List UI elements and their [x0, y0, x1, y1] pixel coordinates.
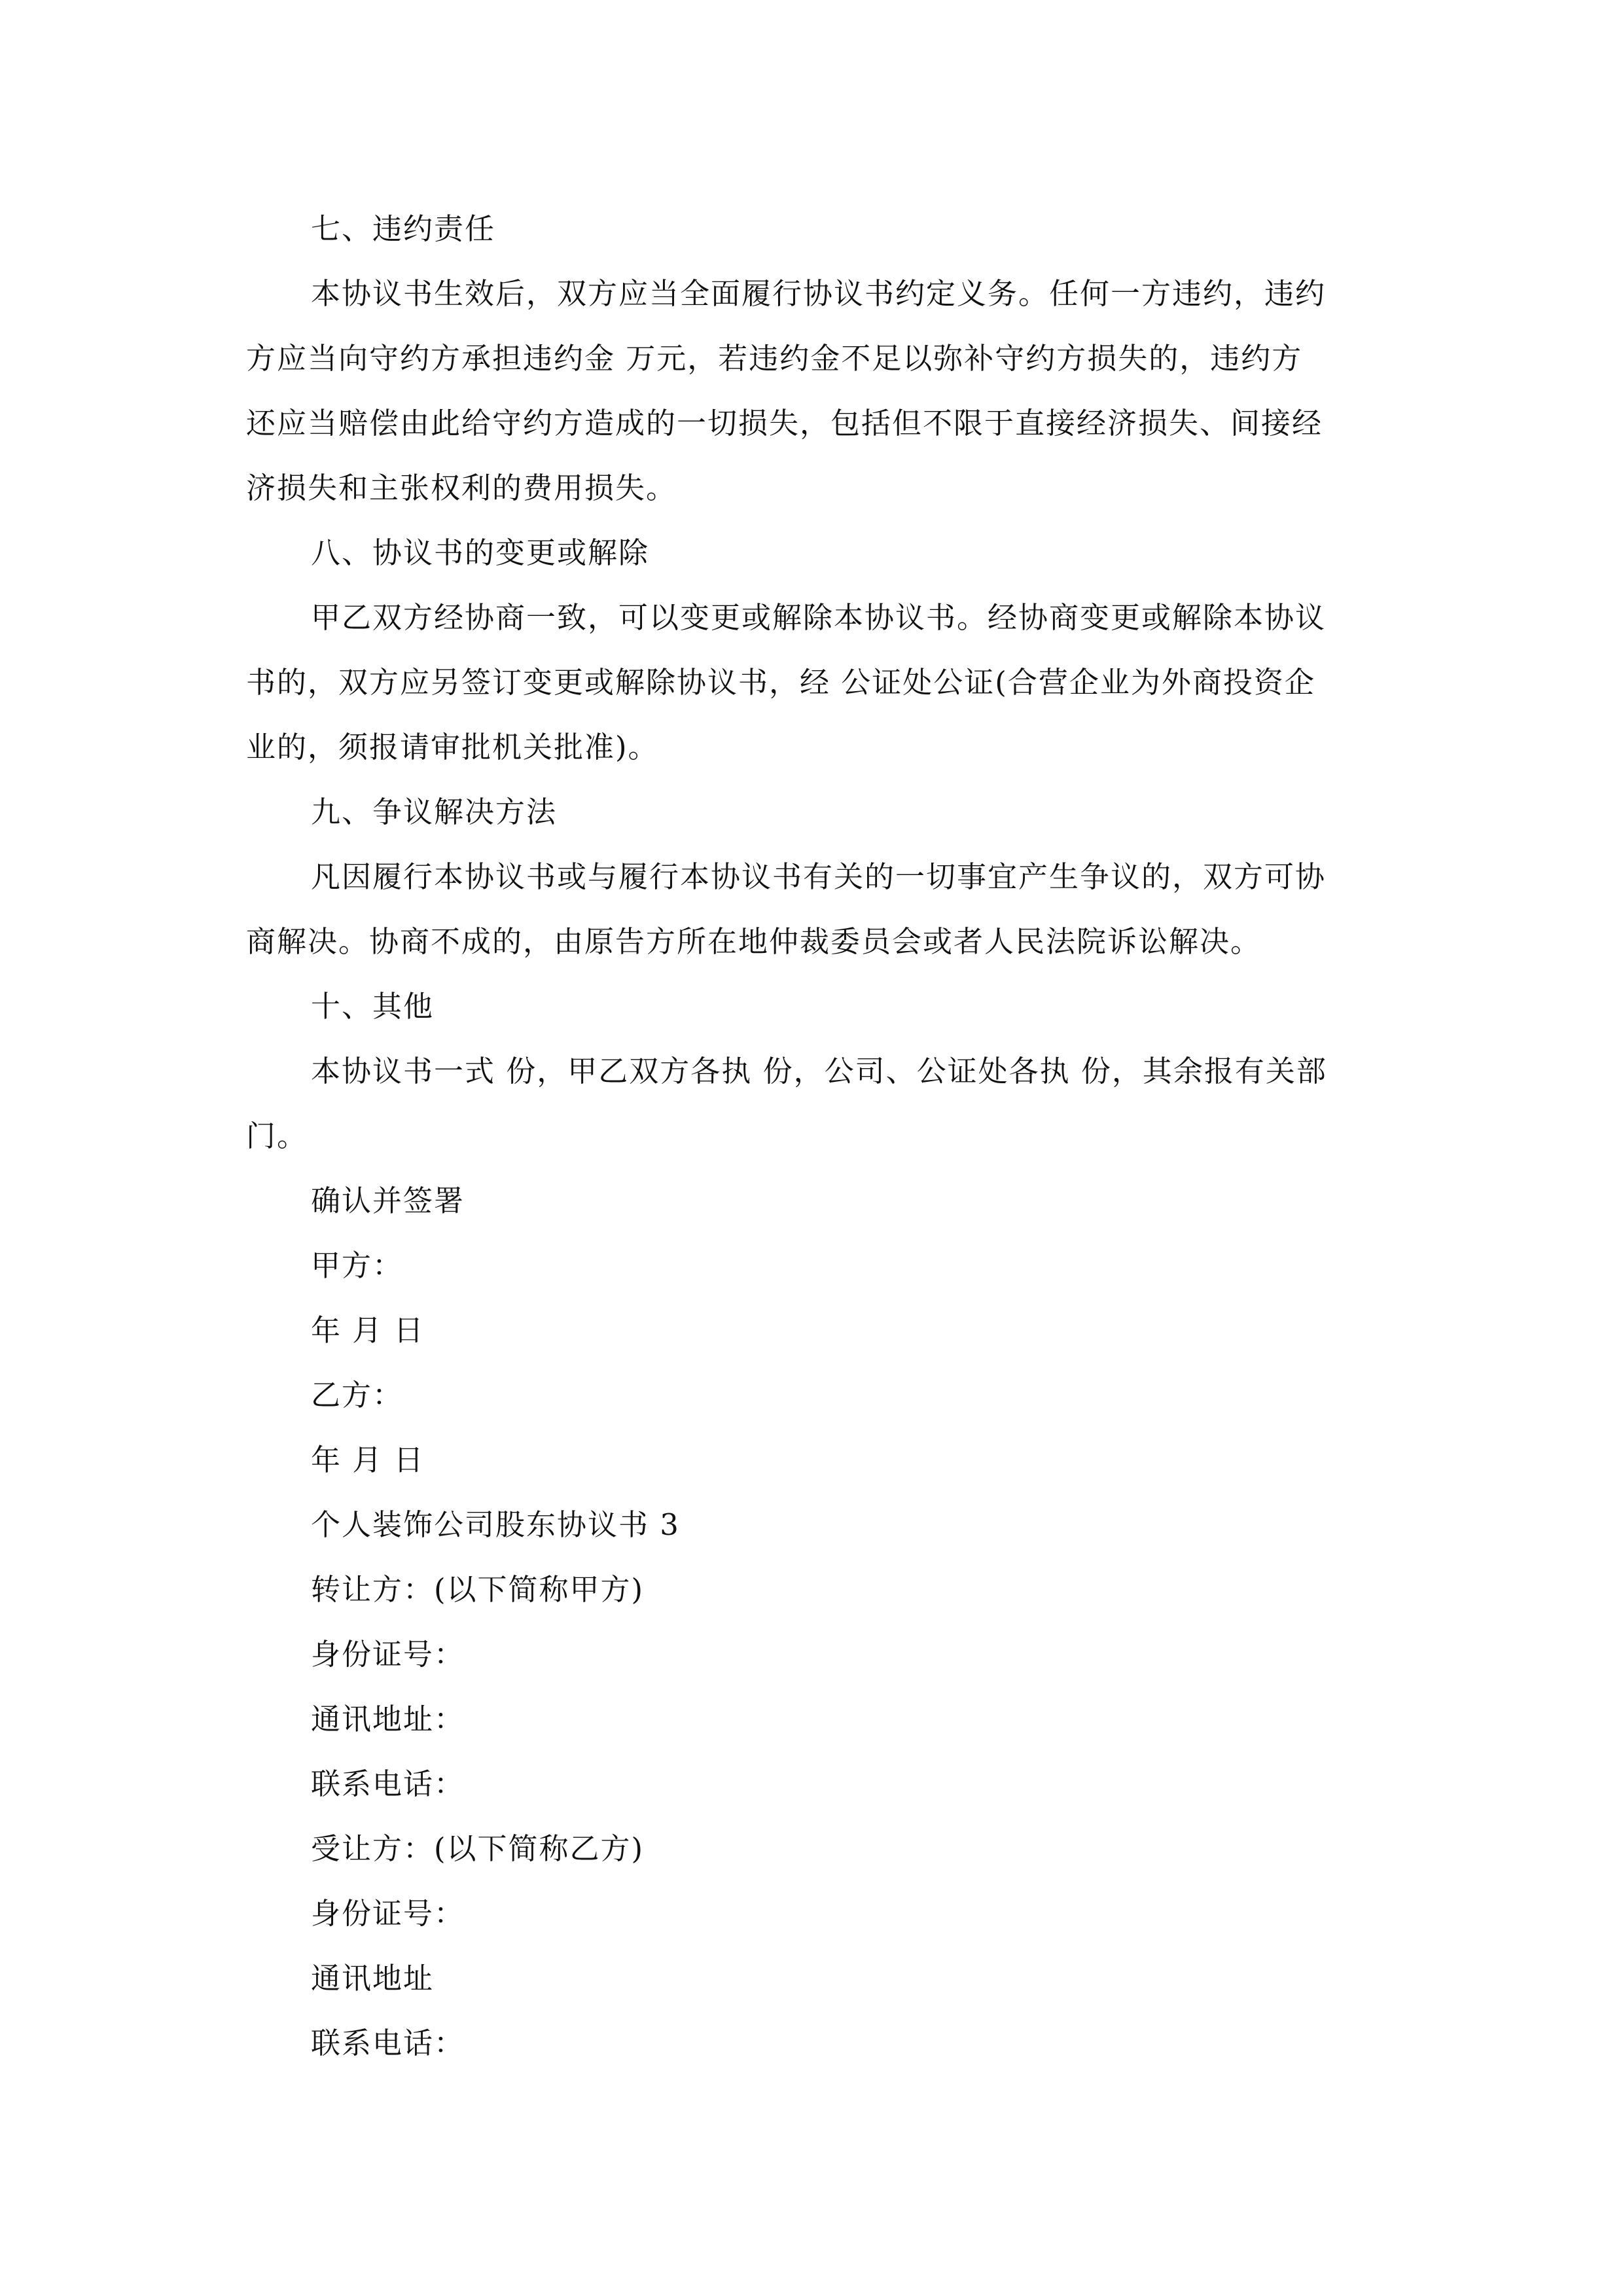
section-heading: 九、争议解决方法	[311, 795, 558, 829]
paragraph-line: 商解决。协商不成的，由原告方所在地仲裁委员会或者人民法院诉讼解决。	[246, 924, 1262, 959]
section-10-heading	[311, 974, 1389, 1039]
paragraph-line: 凡因履行本协议书或与履行本协议书有关的一切事宜产生争议的，双方可协	[311, 859, 1327, 894]
party-a-label: 甲方：	[311, 1248, 404, 1283]
next-agreement-section	[311, 1492, 1389, 2075]
paragraph-line: 济损失和主张权利的费用损失。	[246, 471, 677, 505]
transferor-label: 转让方：(以下简称甲方)	[311, 1572, 645, 1607]
paragraph-line: 业的，须报请审批机关批准)。	[246, 730, 659, 764]
transferor-id-label: 身份证号：	[311, 1637, 465, 1672]
section-7-body	[246, 261, 1389, 520]
agreement-title: 个人装饰公司股东协议书 3	[311, 1507, 680, 1542]
transferor-phone-label: 联系电话：	[311, 1767, 465, 1801]
transferee-label: 受让方：(以下简称乙方)	[311, 1831, 645, 1866]
section-9-heading	[311, 780, 1389, 844]
section-heading: 十、其他	[311, 989, 435, 1024]
transferee-id-label: 身份证号：	[311, 1896, 465, 1931]
transferee-address-label: 通讯地址	[311, 1961, 435, 1996]
transferor-address-label: 通讯地址：	[311, 1702, 465, 1736]
signature-section	[311, 1168, 1389, 1492]
section-8-heading	[311, 520, 1389, 585]
section-9-body	[246, 844, 1389, 974]
paragraph-line: 书的，双方应另签订变更或解除协议书，经 公证处公证(合营企业为外商投资企	[246, 665, 1315, 700]
party-b-label: 乙方：	[311, 1378, 404, 1412]
section-7-heading	[311, 196, 1389, 261]
section-8-body	[246, 585, 1389, 780]
section-10-body	[246, 1039, 1389, 1168]
paragraph-line: 方应当向守约方承担违约金 万元，若违约金不足以弥补守约方损失的，违约方	[246, 341, 1303, 376]
transferee-phone-label: 联系电话：	[311, 2026, 465, 2060]
paragraph-line: 还应当赔偿由此给守约方造成的一切损失，包括但不限于直接经济损失、间接经	[246, 406, 1323, 440]
section-heading: 八、协议书的变更或解除	[311, 535, 650, 570]
confirm-signature-label: 确认并签署	[311, 1183, 465, 1218]
date-b-label: 年 月 日	[311, 1443, 425, 1477]
paragraph-line: 本协议书生效后，双方应当全面履行协议书约定义务。任何一方违约，违约	[311, 276, 1327, 311]
paragraph-line: 门。	[246, 1119, 308, 1153]
date-a-label: 年 月 日	[311, 1313, 425, 1348]
paragraph-line: 本协议书一式 份，甲乙双方各执 份，公司、公证处各执 份，其余报有关部	[311, 1054, 1327, 1088]
paragraph-line: 甲乙双方经协商一致，可以变更或解除本协议书。经协商变更或解除本协议	[311, 600, 1327, 635]
section-heading: 七、违约责任	[311, 211, 496, 246]
